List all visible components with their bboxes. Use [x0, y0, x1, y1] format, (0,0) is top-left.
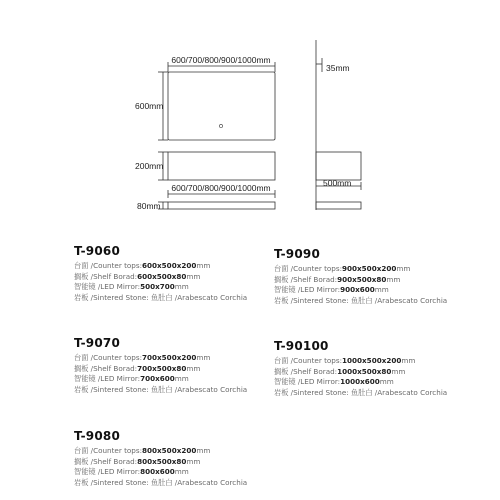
mirror-spec: 智能镜 /LED Mirror:500x700mm: [74, 282, 189, 292]
model-title: T-9060: [74, 244, 121, 258]
model-title: T-9070: [74, 336, 121, 350]
stone-spec: 岩板 /Sintered Stone: 鱼肚白 /Arabescato Corchia: [274, 295, 448, 305]
mirror-spec: 智能镜 /LED Mirror:900x600mm: [274, 285, 389, 295]
mirror-light-dot: [219, 124, 222, 127]
stone-spec: 岩板 /Sintered Stone: 鱼肚白 /Arabescato Corchia: [74, 477, 248, 487]
shelf-spec: 搁板 /Shelf Borad:900x500x80mm: [274, 274, 401, 284]
counter-outline: [168, 152, 275, 180]
shelf-height-label: 80mm: [137, 201, 161, 211]
counter-spec: 台面 /Counter tops:600x500x200mm: [74, 261, 211, 270]
shelf-spec: 搁板 /Shelf Borad:800x500x80mm: [74, 456, 201, 466]
spec-block-t-9060: [74, 244, 289, 303]
spec-block-t-90100: [274, 339, 489, 398]
counter-spec: 台面 /Counter tops:900x500x200mm: [274, 264, 411, 273]
side-depth-counter-label: 500mm: [323, 178, 352, 188]
counter-spec: 台面 /Counter tops:800x500x200mm: [74, 446, 211, 455]
side-shelf-outline: [316, 202, 361, 209]
shelf-spec: 搁板 /Shelf Borad:600x500x80mm: [74, 271, 201, 281]
model-title: T-9090: [274, 247, 321, 261]
spec-block-t-9070: [74, 336, 289, 395]
dimension-drawing: [0, 0, 500, 225]
shelf-outline: [168, 202, 275, 209]
front-top-width-label: 600/700/800/900/1000mm: [171, 55, 271, 65]
model-title: T-90100: [274, 339, 329, 353]
shelf-spec: 搁板 /Shelf Borad:700x500x80mm: [74, 363, 201, 373]
model-title: T-9080: [74, 429, 121, 443]
mirror-outline: [168, 72, 275, 140]
stone-spec: 岩板 /Sintered Stone: 鱼肚白 /Arabescato Corchia: [74, 292, 248, 302]
stone-spec: 岩板 /Sintered Stone: 鱼肚白 /Arabescato Corchia: [274, 387, 448, 397]
stone-spec: 岩板 /Sintered Stone: 鱼肚白 /Arabescato Corchia: [74, 384, 248, 394]
spec-block-t-9080: [74, 429, 289, 488]
mirror-spec: 智能镜 /LED Mirror:700x600mm: [74, 374, 189, 384]
side-depth-top-label: 35mm: [326, 63, 350, 73]
front-bottom-width-label: 600/700/800/900/1000mm: [171, 183, 271, 193]
mirror-spec: 智能镜 /LED Mirror:800x600mm: [74, 467, 189, 477]
counter-height-label: 200mm: [135, 161, 164, 171]
shelf-spec: 搁板 /Shelf Borad:1000x500x80mm: [274, 366, 406, 376]
mirror-spec: 智能镜 /LED Mirror:1000x600mm: [274, 377, 394, 387]
counter-spec: 台面 /Counter tops:700x500x200mm: [74, 353, 211, 362]
mirror-height-label: 600mm: [135, 101, 164, 111]
side-counter-outline: [316, 152, 361, 180]
spec-block-t-9090: [274, 247, 489, 306]
counter-spec: 台面 /Counter tops:1000x500x200mm: [274, 356, 416, 365]
